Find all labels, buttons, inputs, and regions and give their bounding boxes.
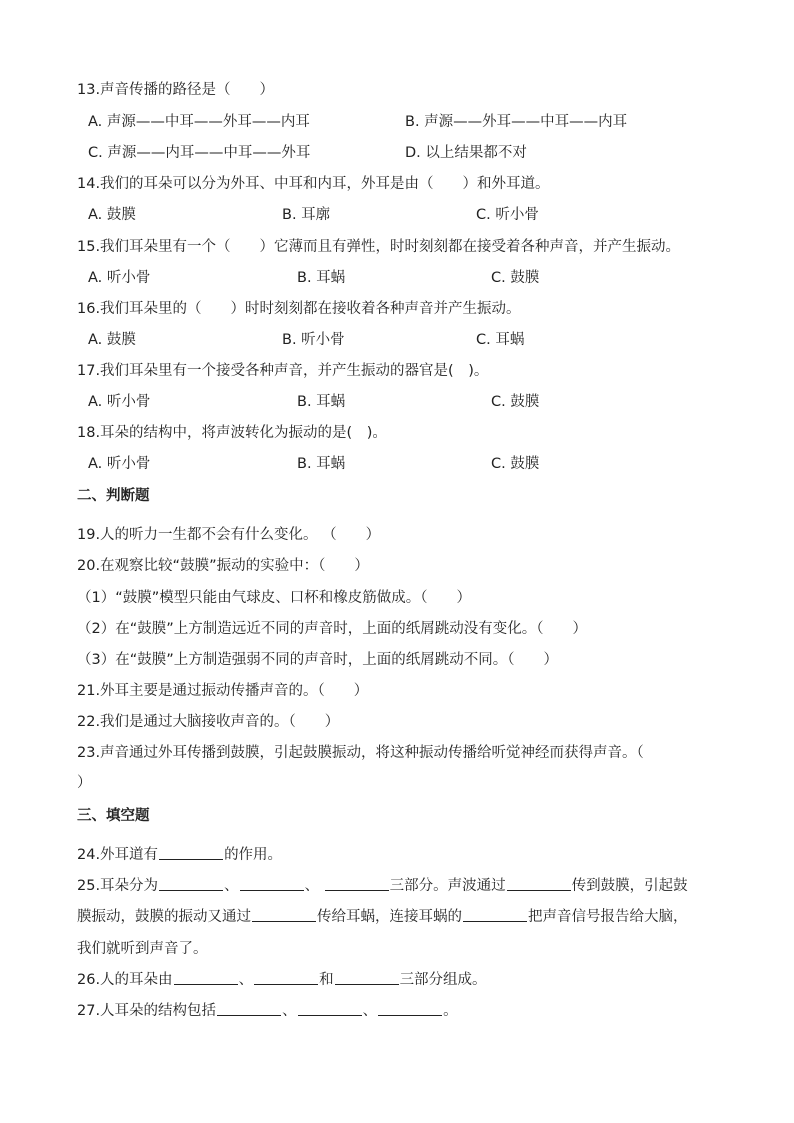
question-20-part-3: （3）在“鼓膜”上方制造强弱不同的声音时，上面的纸屑跳动不同。（ ）: [77, 652, 558, 668]
question-13-option-d: D. 以上结果都不对: [405, 145, 527, 161]
question-18-option-a: A. 听小骨: [88, 456, 151, 472]
question-27-text-3: 、: [362, 1003, 378, 1019]
section-heading-true-false: 二、判断题: [77, 488, 150, 504]
question-17-option-a: A. 听小骨: [88, 394, 151, 410]
question-26: [77, 970, 734, 990]
question-24: [77, 845, 734, 865]
question-14-option-a: A. 鼓膜: [88, 207, 136, 223]
question-26-text-3: 和: [319, 972, 334, 988]
question-26-text-2: 、: [238, 972, 254, 988]
answer-blank[interactable]: [217, 1001, 281, 1016]
question-25-text-7: 传给耳蜗，连接耳蜗的: [317, 909, 462, 925]
question-16-option-c: C. 耳蜗: [476, 332, 525, 348]
question-18-option-b: B. 耳蜗: [297, 456, 346, 472]
question-16-stem: 16.我们耳朵里的（ ）时时刻刻都在接收着各种声音并产生振动。: [77, 301, 521, 317]
question-26-text-1: 26.人的耳朵由: [77, 972, 173, 988]
question-13-option-c: C. 声源——内耳——中耳——外耳: [88, 145, 311, 161]
question-20: 20.在观察比较“鼓膜”振动的实验中：（ ）: [77, 558, 369, 574]
question-25-text-3: 、: [304, 878, 324, 894]
question-15-stem: 15.我们耳朵里有一个（ ）它薄而且有弹性，时时刻刻都在接受着各种声音，并产生振动。: [77, 239, 681, 255]
answer-blank[interactable]: [507, 876, 571, 891]
question-24-text-2: 的作用。: [224, 847, 283, 863]
question-16-option-a: A. 鼓膜: [88, 332, 136, 348]
question-22: 22.我们是通过大脑接收声音的。（ ）: [77, 714, 340, 730]
question-15-option-c: C. 鼓膜: [491, 270, 540, 286]
answer-blank[interactable]: [325, 876, 389, 891]
question-14-option-c: C. 听小骨: [476, 207, 539, 223]
question-16-option-b: B. 听小骨: [282, 332, 345, 348]
question-26-text-4: 三部分组成。: [399, 972, 487, 988]
answer-blank[interactable]: [174, 970, 238, 985]
question-25-line-3: 我们就听到声音了。: [77, 941, 208, 957]
section-heading-fill-in: 三、填空题: [77, 808, 150, 824]
question-21: 21.外耳主要是通过振动传播声音的。（ ）: [77, 683, 369, 699]
question-13-option-a: A. 声源——中耳——外耳——内耳: [88, 114, 310, 130]
question-25-text-2: 、: [224, 878, 239, 894]
question-13-option-b: B. 声源——外耳——中耳——内耳: [405, 114, 628, 130]
question-18-option-c: C. 鼓膜: [491, 456, 540, 472]
question-25-text-5: 传到鼓膜，引起鼓: [571, 878, 688, 894]
question-27: [77, 1001, 734, 1021]
answer-blank[interactable]: [254, 970, 318, 985]
question-25-text-4: 三部分。声波通过: [389, 878, 506, 894]
question-14-option-b: B. 耳廓: [282, 207, 331, 223]
question-15-option-a: A. 听小骨: [88, 270, 151, 286]
question-27-text-1: 27.人耳朵的结构包括: [77, 1003, 217, 1019]
question-17-stem: 17.我们耳朵里有一个接受各种声音，并产生振动的器官是( )。: [77, 363, 489, 379]
question-20-part-1: （1）“鼓膜”模型只能由气球皮、口杯和橡皮筋做成。（ ）: [77, 590, 471, 606]
answer-blank[interactable]: [335, 970, 399, 985]
question-25-line-2: [77, 907, 734, 927]
question-24-text-1: 24.外耳道有: [77, 847, 159, 863]
question-25-text-1: 25.耳朵分为: [77, 878, 159, 894]
question-27-text-2: 、: [282, 1003, 297, 1019]
question-18-stem: 18.耳朵的结构中，将声波转化为振动的是( )。: [77, 425, 387, 441]
question-20-part-2: （2）在“鼓膜”上方制造远近不同的声音时，上面的纸屑跳动没有变化。（ ）: [77, 621, 587, 637]
question-17-option-b: B. 耳蜗: [297, 394, 346, 410]
question-14-stem: 14.我们的耳朵可以分为外耳、中耳和内耳，外耳是由（ ）和外耳道。: [77, 176, 550, 192]
question-23-line-1: 23.声音通过外耳传播到鼓膜，引起鼓膜振动，将这种振动传播给听觉神经而获得声音。（: [77, 745, 644, 761]
answer-blank[interactable]: [298, 1001, 362, 1016]
question-27-text-4: 。: [443, 1003, 458, 1019]
question-25-text-6: 膜振动，鼓膜的振动又通过: [77, 909, 251, 925]
answer-blank[interactable]: [463, 907, 527, 922]
answer-blank[interactable]: [378, 1001, 442, 1016]
question-25-text-8: 把声音信号报告给大脑，: [528, 909, 688, 925]
answer-blank[interactable]: [252, 907, 316, 922]
answer-blank[interactable]: [240, 876, 304, 891]
question-25-line-1: [77, 876, 734, 896]
answer-blank[interactable]: [159, 876, 223, 891]
question-15-option-b: B. 耳蜗: [297, 270, 346, 286]
question-13-stem: 13.声音传播的路径是（ ）: [77, 82, 275, 98]
answer-blank[interactable]: [159, 845, 223, 860]
question-19: 19.人的听力一生都不会有什么变化。 （ ）: [77, 527, 381, 543]
question-17-option-c: C. 鼓膜: [491, 394, 540, 410]
question-23-line-2: ）: [77, 775, 92, 791]
